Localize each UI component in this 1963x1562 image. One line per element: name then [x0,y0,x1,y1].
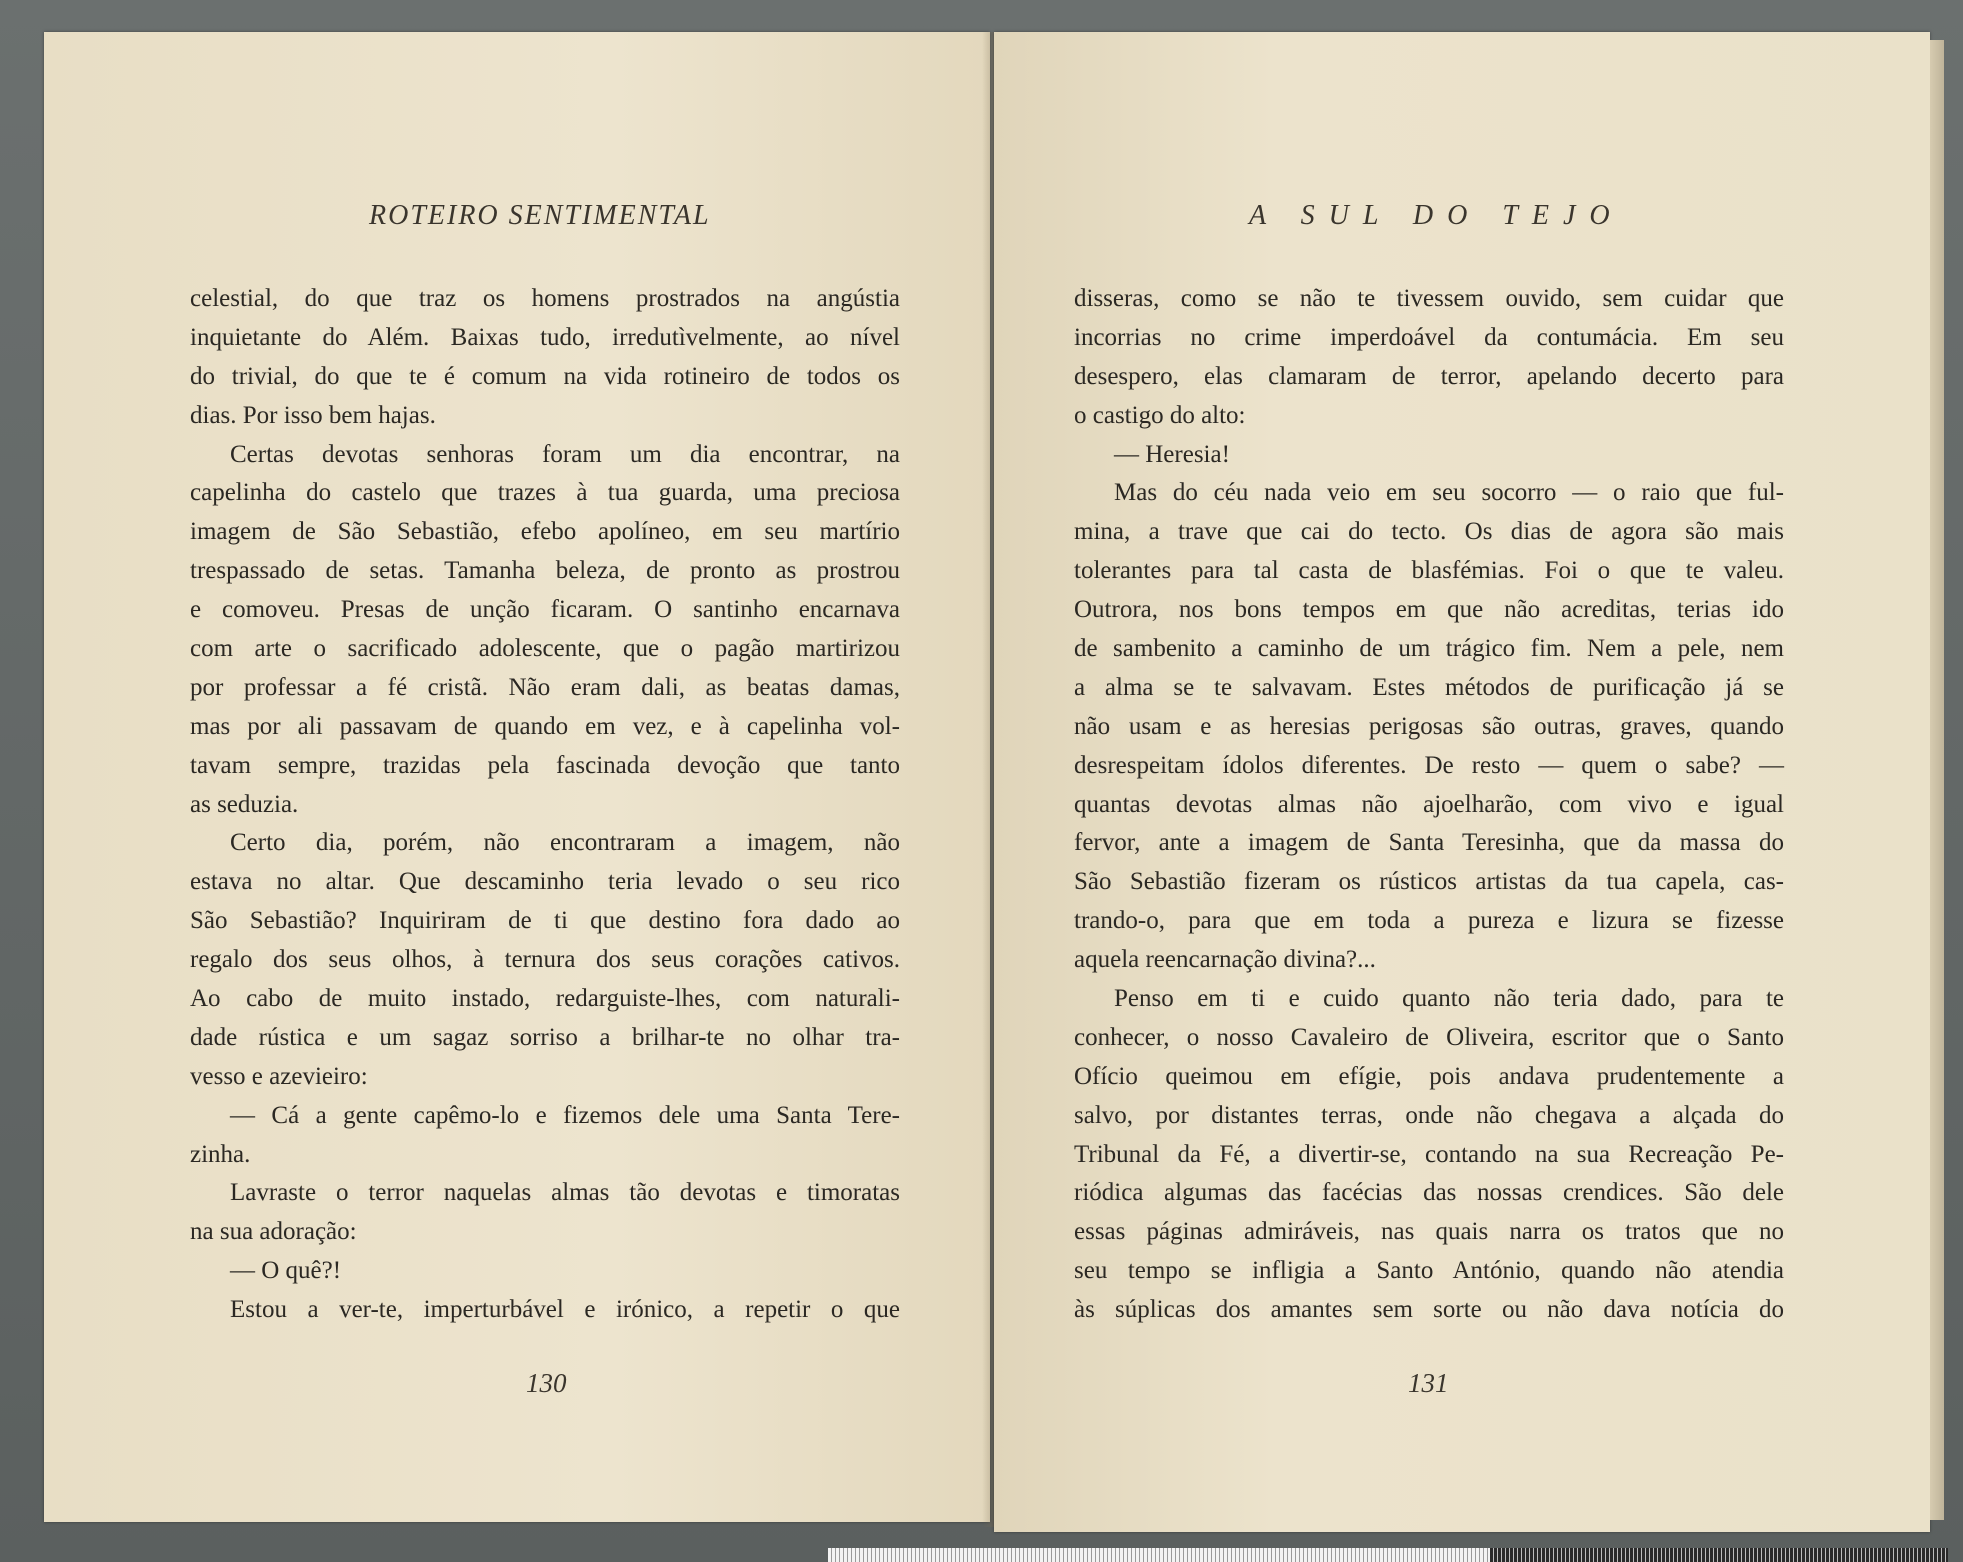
text-line: Certas devotas senhoras foram um dia encontrar, na [230,440,900,468]
text-line: — Cá a gente capêmo-lo e fizemos dele uma Santa Tere- [230,1101,900,1129]
text-line: quantas devotas almas não ajoelharão, com vivo e igual [1074,790,1784,818]
scale-ruler-dark [1490,1548,1948,1562]
text-line: incorrias no crime imperdoável da contumácia. Em seu [1074,323,1784,351]
text-line: tavam sempre, trazidas pela fascinada devoção que tanto [190,751,900,779]
text-line: mina, a trave que cai do tecto. Os dias de agora são mais [1074,518,1784,546]
text-line: por professar a fé cristã. Não eram dali, as beatas damas, [190,673,900,701]
text-line: capelinha do castelo que trazes à tua guarda, uma preciosa [190,479,900,507]
text-line: Estou a ver-te, imperturbável e irónico, a repetir o que [230,1296,900,1324]
running-head-right: A SUL DO TEJO [1249,200,1624,231]
text-line: tolerantes para tal casta de blasfémias. Foi o que te valeu. [1074,557,1784,585]
text-line: às súplicas dos amantes sem sorte ou não dava notícia do [1074,1296,1784,1324]
text-line: aquela reencarnação divina?... [1074,946,1376,974]
text-line: Ofício queimou em efígie, pois andava prudentemente a [1074,1062,1784,1090]
text-line: São Sebastião? Inquiriram de ti que destino fora dado ao [190,907,900,935]
text-line: dias. Por isso bem hajas. [190,401,436,429]
text-line: Ao cabo de muito instado, redarguiste-lhes, com naturali- [190,985,900,1013]
text-line: — Heresia! [1114,440,1230,468]
text-line: inquietante do Além. Baixas tudo, irredutìvelmente, ao nível [190,323,900,351]
text-line: Outrora, nos bons tempos em que não acreditas, terias ido [1074,596,1784,624]
text-line: dade rústica e um sagaz sorriso a brilhar-te no olhar tra- [190,1023,900,1051]
text-line: salvo, por distantes terras, onde não chegava a alçada do [1074,1101,1784,1129]
text-line: disseras, como se não te tivessem ouvido, sem cuidar que [1074,285,1784,312]
text-line: as seduzia. [190,790,299,818]
text-line: de sambenito a caminho de um trágico fim. Nem a pele, nem [1074,635,1784,663]
text-line: Lavraste o terror naquelas almas tão devotas e timoratas [230,1179,900,1207]
text-line: Tribunal da Fé, a divertir-se, contando na sua Recreação Pe- [1074,1140,1784,1168]
text-line: — O quê?! [230,1257,342,1285]
text-line: do trivial, do que te é comum na vida rotineiro de todos os [190,362,900,390]
text-line: celestial, do que traz os homens prostrados na angústia [190,285,900,312]
left-text-block [190,280,900,1330]
text-line: fervor, ante a imagem de Santa Teresinha, que da massa do [1074,829,1784,857]
text-line: Certo dia, porém, não encontraram a imagem, não [230,829,900,857]
text-line: na sua adoração: [190,1218,357,1246]
text-line: Mas do céu nada veio em seu socorro — o raio que ful- [1114,479,1784,507]
text-line: trespassado de setas. Tamanha beleza, de pronto as prostrou [190,557,900,585]
text-line: essas páginas admiráveis, nas quais narra os tratos que no [1074,1218,1784,1246]
right-page [994,32,1930,1532]
text-line: o castigo do alto: [1074,401,1246,429]
running-head-left: ROTEIRO SENTIMENTAL [369,200,711,231]
text-line: regalo dos seus olhos, à ternura dos seus corações cativos. [190,946,900,974]
text-line: mas por ali passavam de quando em vez, e à capelinha vol- [190,712,900,740]
right-text-block [1074,280,1784,1330]
text-line: com arte o sacrificado adolescente, que o pagão martirizou [190,635,900,663]
text-line: imagem de São Sebastião, efebo apolíneo, em seu martírio [190,518,900,546]
left-page [44,32,990,1522]
text-line: vesso e azevieiro: [190,1062,368,1090]
text-line: não usam e as heresias perigosas são outras, graves, quando [1074,712,1784,740]
text-line: a alma se te salvavam. Estes métodos de purificação já se [1074,673,1784,701]
page-number-left: 130 [526,1368,567,1398]
text-line: zinha. [190,1140,251,1168]
page-edge [1930,40,1944,1520]
text-line: trando-o, para que em toda a pureza e lizura se fizesse [1074,907,1784,935]
text-line: riódica algumas das facécias das nossas crendices. São dele [1074,1179,1784,1207]
text-line: São Sebastião fizeram os rústicos artistas da tua capela, cas- [1074,868,1784,896]
page-number-right: 131 [1408,1368,1449,1398]
text-line: seu tempo se infligia a Santo António, quando não atendia [1074,1257,1784,1285]
text-line: estava no altar. Que descaminho teria levado o seu rico [190,868,900,896]
text-line: conhecer, o nosso Cavaleiro de Oliveira, escritor que o Santo [1074,1023,1784,1051]
text-line: e comoveu. Presas de unção ficaram. O santinho encarnava [190,596,900,624]
text-line: desespero, elas clamaram de terror, apelando decerto para [1074,362,1784,390]
text-line: desrespeitam ídolos diferentes. De resto — quem o sabe? — [1074,751,1784,779]
text-line: Penso em ti e cuido quanto não teria dado, para te [1114,985,1784,1013]
